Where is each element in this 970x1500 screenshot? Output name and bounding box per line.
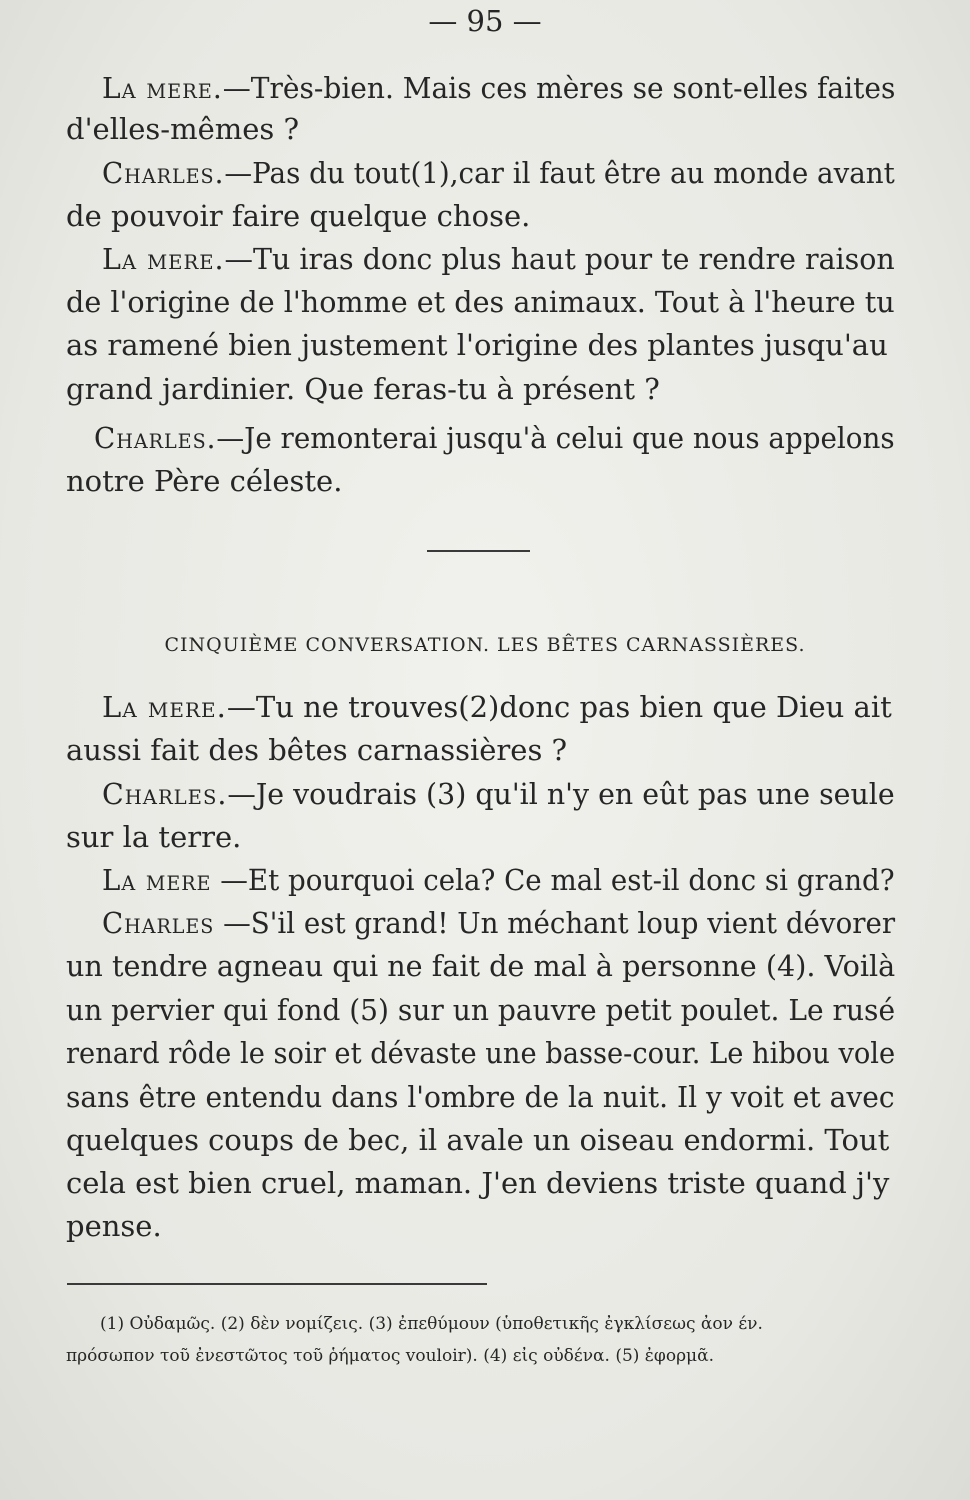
line-text: as ramené bien justement l'origine des plantes jusqu'au xyxy=(66,328,888,362)
line-text: sans être entendu dans l'ombre de la nuit. Il y voit et avec xyxy=(66,1080,895,1114)
line-text: cela est bien cruel, maman. J'en deviens triste quand j'y xyxy=(66,1166,890,1200)
speaker-label: Charles. xyxy=(102,777,228,811)
text-line xyxy=(66,328,888,362)
text-line xyxy=(66,1166,890,1200)
speaker-label: La mere xyxy=(102,863,212,897)
section-divider xyxy=(427,550,530,552)
text-line xyxy=(66,372,660,406)
text-line xyxy=(102,863,895,897)
text-line xyxy=(102,71,896,105)
line-text: —Je remonterai jusqu'à celui que nous appelons xyxy=(216,421,895,455)
line-text: pense. xyxy=(66,1209,162,1243)
text-line xyxy=(94,421,895,455)
text-line xyxy=(66,112,300,146)
line-text: de l'origine de l'homme et des animaux. Tout à l'heure tu xyxy=(66,285,895,319)
text-line xyxy=(102,690,892,724)
line-text: —Et pourquoi cela? Ce mal est-il donc si grand? xyxy=(211,863,895,897)
text-line xyxy=(66,820,242,854)
footnote-line: πρόσωπον τοῦ ἐνεστῶτος τοῦ ῥήματος vouloir). (4) εἰς οὐδένα. (5) ἐφορμᾶ. xyxy=(66,1346,714,1366)
line-text: aussi fait des bêtes carnassières ? xyxy=(66,733,568,767)
text-line xyxy=(102,906,896,940)
line-text: notre Père céleste. xyxy=(66,464,343,498)
text-line xyxy=(66,199,531,233)
footnote-divider xyxy=(67,1283,487,1285)
line-text: quelques coups de bec, il avale un oiseau endormi. Tout xyxy=(66,1123,890,1157)
text-line xyxy=(66,1080,895,1114)
speaker-label: Charles. xyxy=(102,156,225,190)
speaker-label: Charles xyxy=(102,906,215,940)
text-line xyxy=(66,733,568,767)
text-line xyxy=(66,464,343,498)
speaker-label: La mere. xyxy=(102,690,227,724)
text-line xyxy=(102,156,895,190)
text-line xyxy=(102,777,895,811)
footnote-line: (1) Οὐδαμῶς. (2) δὲν νομίζεις. (3) ἐπεθύμουν (ὑποθετικῆς ἐγκλίσεως ἀον έν. xyxy=(100,1314,763,1334)
line-text: —Très-bien. Mais ces mères se sont-elles faites xyxy=(222,71,896,105)
text-line xyxy=(66,1123,890,1157)
line-text: un tendre agneau qui ne fait de mal à personne (4). Voilà xyxy=(66,949,896,983)
speaker-label: La mere. xyxy=(102,242,225,276)
line-text: —Tu iras donc plus haut pour te rendre raison xyxy=(224,242,895,276)
line-text: —Je voudrais (3) qu'il n'y en eût pas une seule xyxy=(227,777,895,811)
section-heading: CINQUIÈME CONVERSATION. LES BÊTES CARNASSIÈRES. xyxy=(164,634,806,656)
text-line xyxy=(66,285,895,319)
speaker-label: Charles. xyxy=(94,421,217,455)
line-text: —Tu ne trouves(2)donc pas bien que Dieu ait xyxy=(226,690,892,724)
text-line xyxy=(66,993,896,1027)
text-line xyxy=(102,242,895,276)
page-number: — 95 — xyxy=(428,4,542,38)
text-line xyxy=(66,1209,162,1243)
line-text: de pouvoir faire quelque chose. xyxy=(66,199,531,233)
line-text: grand jardinier. Que feras-tu à présent ? xyxy=(66,372,660,406)
text-line xyxy=(66,1036,896,1070)
speaker-label: La mere. xyxy=(102,71,223,105)
line-text: —Pas du tout(1),car il faut être au monde avant xyxy=(224,156,895,190)
line-text: d'elles-mêmes ? xyxy=(66,112,300,146)
line-text: un pervier qui fond (5) sur un pauvre petit poulet. Le rusé xyxy=(66,993,896,1027)
line-text: sur la terre. xyxy=(66,820,242,854)
line-text: —S'il est grand! Un méchant loup vient dévorer xyxy=(214,906,896,940)
line-text: renard rôde le soir et dévaste une basse-cour. Le hibou vole xyxy=(66,1036,896,1070)
text-line xyxy=(66,949,896,983)
